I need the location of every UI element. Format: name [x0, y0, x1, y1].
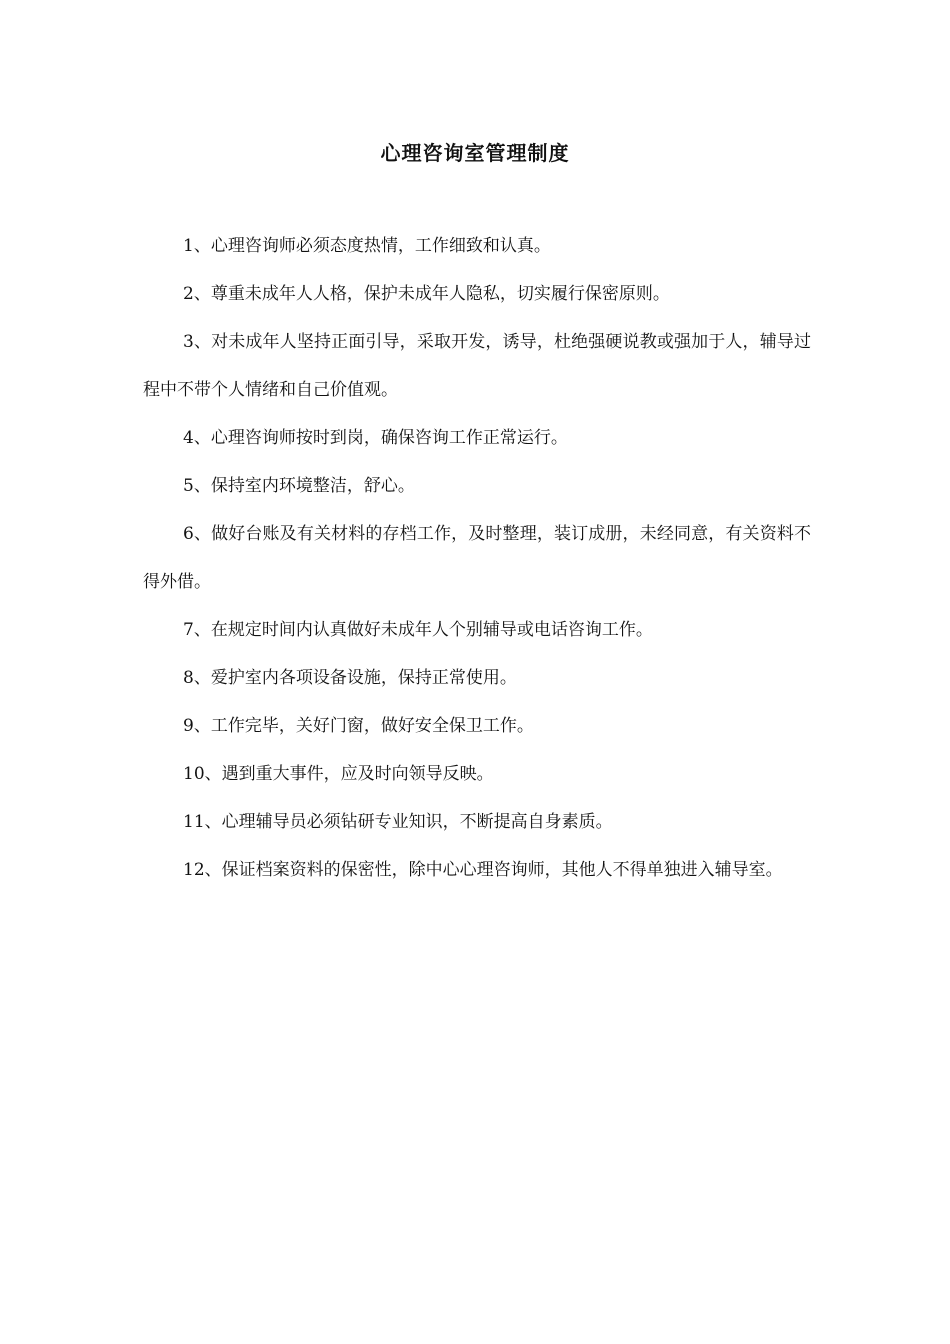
document-title: 心理咨询室管理制度: [380, 141, 570, 165]
rule-item-10: 10、遇到重大事件，应及时向领导反映。: [183, 764, 494, 784]
rule-item-7: 7、在规定时间内认真做好未成年人个别辅导或电话咨询工作。: [183, 620, 653, 640]
rule-item-1: 1、心理咨询师必须态度热情，工作细致和认真。: [183, 236, 551, 256]
rule-item-12: 12、保证档案资料的保密性，除中心心理咨询师，其他人不得单独进入辅导室。: [183, 860, 783, 880]
rule-item-11: 11、心理辅导员必须钻研专业知识，不断提高自身素质。: [183, 812, 613, 832]
rule-item-6: 6、做好台账及有关材料的存档工作，及时整理，装订成册，未经同意，有关资料不得外借。: [143, 524, 811, 592]
rule-item-5: 5、保持室内环境整洁，舒心。: [183, 476, 415, 496]
rule-item-2: 2、尊重未成年人人格，保护未成年人隐私，切实履行保密原则。: [183, 284, 670, 304]
rule-item-4: 4、心理咨询师按时到岗，确保咨询工作正常运行。: [183, 428, 568, 448]
rule-item-8: 8、爱护室内各项设备设施，保持正常使用。: [183, 668, 517, 688]
rules-list: [143, 222, 811, 894]
rule-item-3: 3、对未成年人坚持正面引导，采取开发，诱导，杜绝强硬说教或强加于人，辅导过程中不带个人情绪和自己价值观。: [143, 332, 811, 400]
rule-item-9: 9、工作完毕，关好门窗，做好安全保卫工作。: [183, 716, 534, 736]
